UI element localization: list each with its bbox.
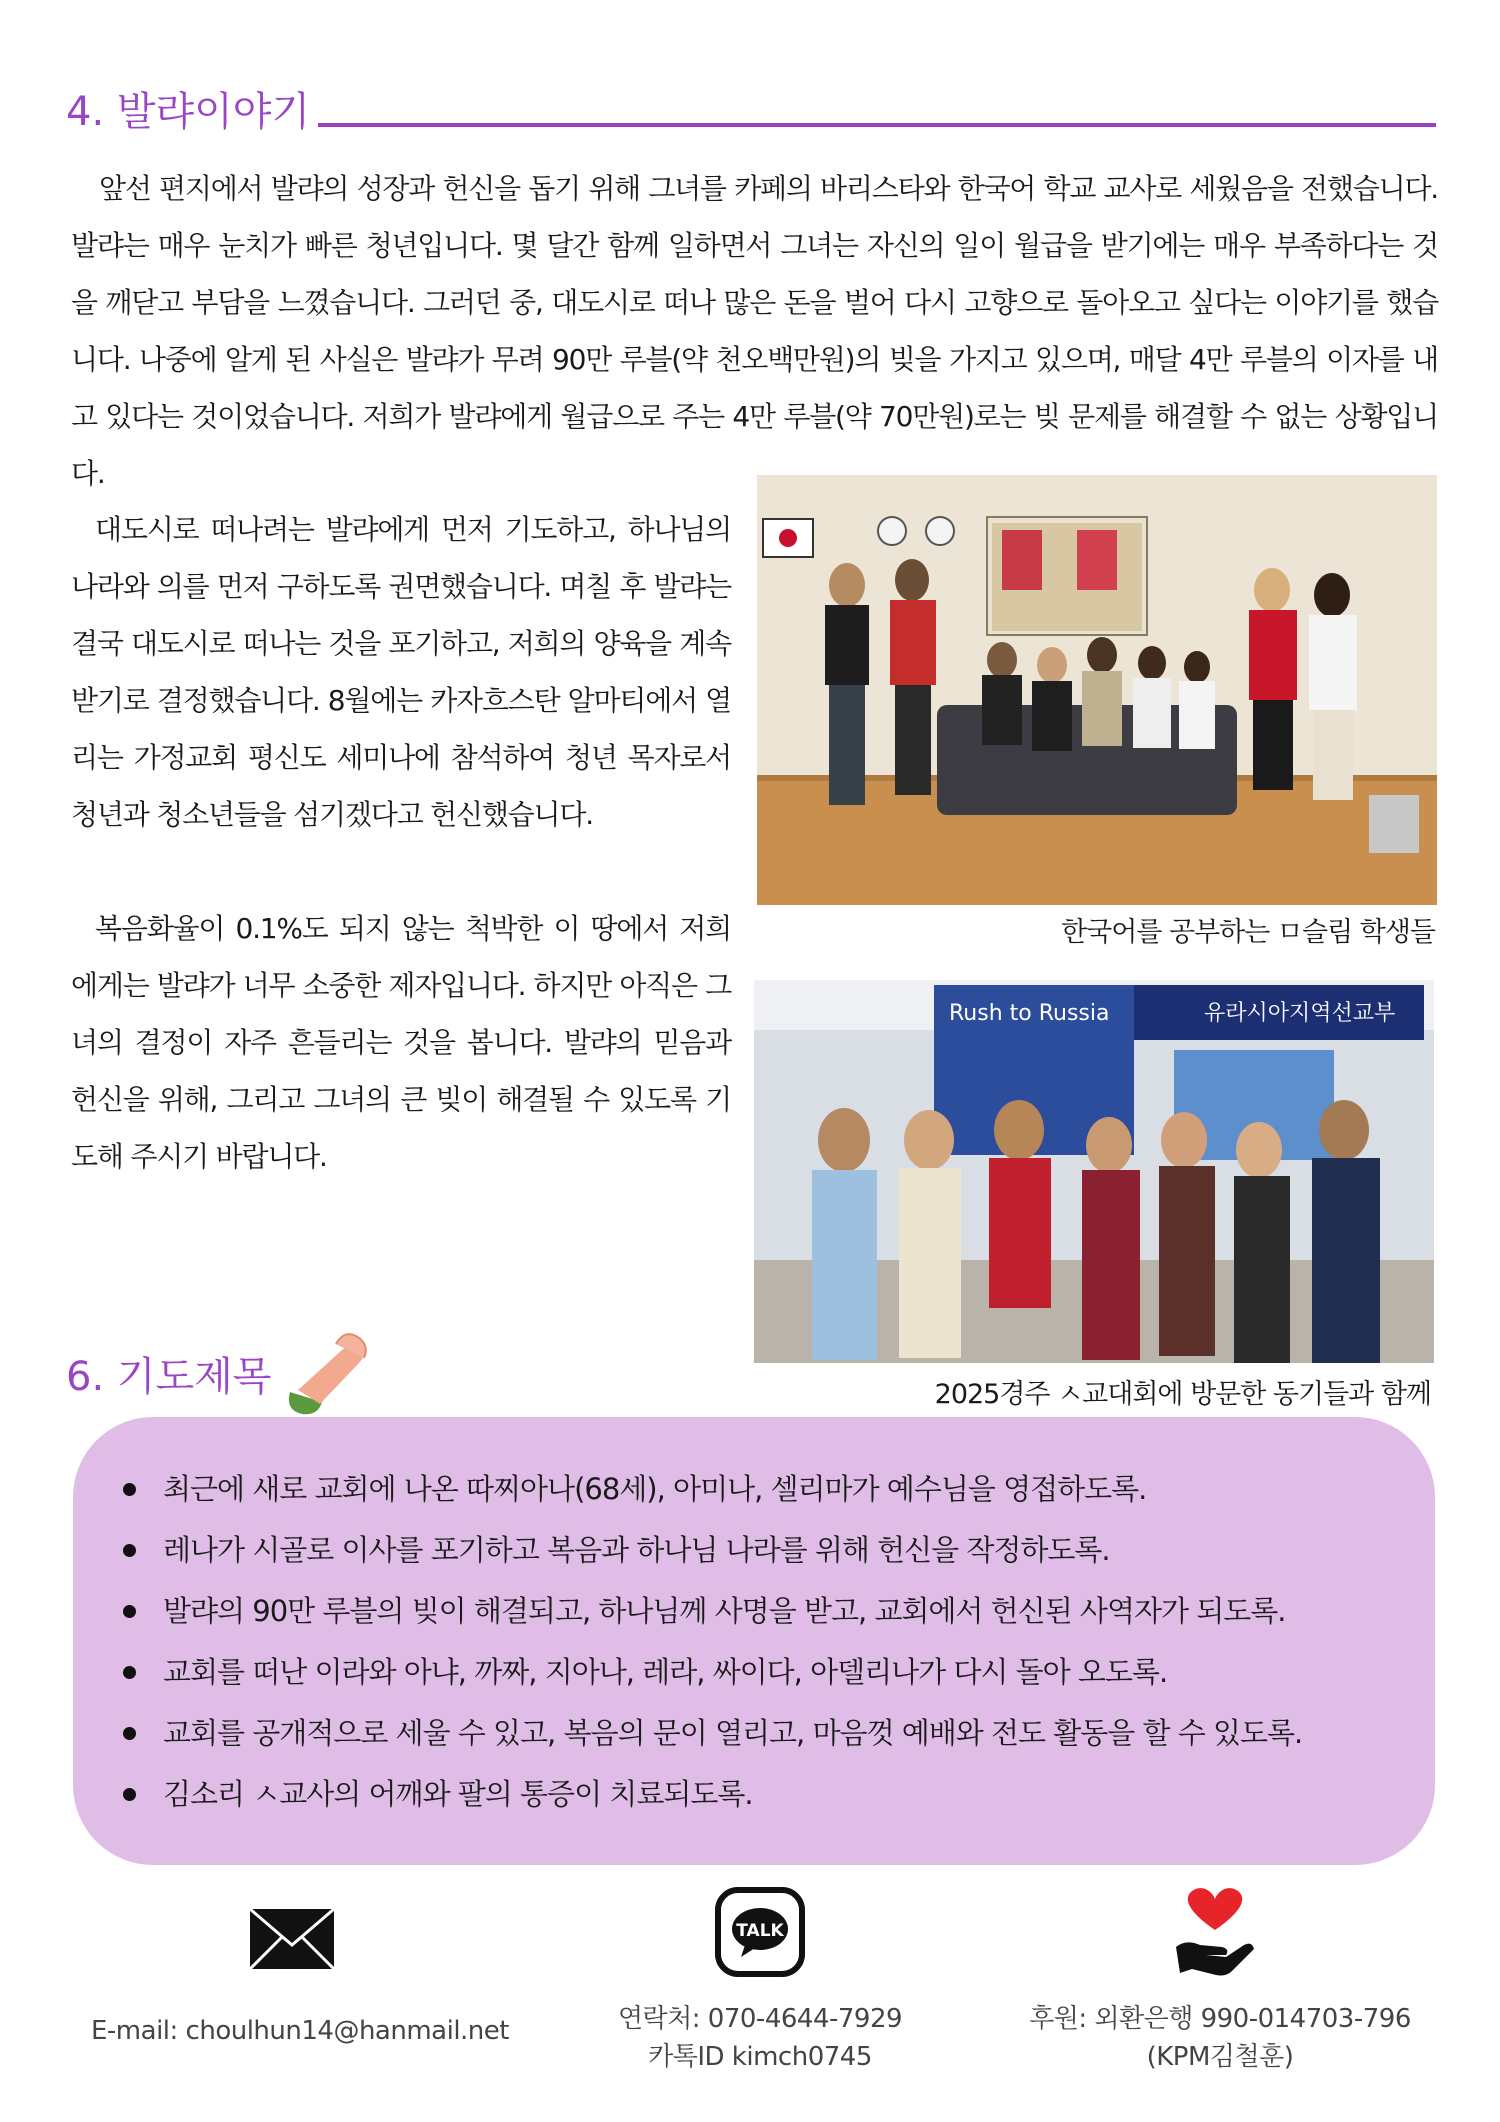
prayer-item-text: 김소리 ㅅ교사의 어깨와 팔의 통증이 치료되도록. <box>163 1777 753 1811</box>
prayer-box <box>73 1417 1435 1865</box>
contact-phone: 연락처: 070-4644-7929 <box>617 2004 903 2034</box>
story-paragraph-3: 복음화율이 0.1%도 되지 않는 척박한 이 땅에서 저희에게는 발랴가 너무 소중한 제자입니다. 하지만 아직은 그녀의 결정이 자주 흔들리는 것을 봅니다. 발랴의 믿음과 헌신을 위해, 그리고 그녀의 큰 빚이 해결될 수 있도록 기도해 주시기 바랍니다. <box>71 912 731 1173</box>
heading-rule <box>318 123 1436 127</box>
story-paragraph-2: 대도시로 떠나려는 발랴에게 먼저 기도하고, 하나님의 나라와 의를 먼저 구하도록 권면했습니다. 며칠 후 발랴는 결국 대도시로 떠나는 것을 포기하고, 저희의 양육을 계속 받기로 결정했습니다. 8월에는 카자흐스탄 알마티에서 열리는 가정교회 평신도 세미나에 참석하여 청년 목자로서 청년과 청소년들을 섬기겠다고 헌신했습니다. <box>71 513 731 831</box>
photo-students-caption: 한국어를 공부하는 ㅁ슬림 학생들 <box>1061 917 1435 948</box>
banner-rush-to-russia: Rush to Russia <box>949 1001 1110 1026</box>
prayer-item <box>123 1764 1302 1825</box>
prayer-item <box>123 1703 1302 1764</box>
contact-email[interactable]: E-mail: choulhun14@hanmail.net <box>91 2016 509 2046</box>
photo-students <box>757 475 1437 905</box>
envelope-icon <box>248 1907 336 1971</box>
photo-conference-image <box>754 980 1434 1363</box>
bullet <box>123 1483 136 1496</box>
prayer-item-text: 교회를 공개적으로 세울 수 있고, 복음의 문이 열리고, 마음껏 예배와 전도 활동을 할 수 있도록. <box>163 1716 1303 1750</box>
bullet <box>123 1788 136 1801</box>
bullet <box>123 1727 136 1740</box>
heart-hand-icon <box>1170 1885 1260 1980</box>
prayer-list <box>123 1459 1302 1825</box>
bullet <box>123 1605 136 1618</box>
kakao-talk-icon[interactable] <box>715 1887 805 1977</box>
prayer-item-text: 최근에 새로 교회에 나온 따찌아나(68세), 아미나, 셀리마가 예수님을 영접하도록. <box>163 1472 1147 1506</box>
photo-conference <box>754 980 1434 1363</box>
prayer-item-text: 레나가 시골로 이사를 포기하고 복음과 하나님 나라를 위해 헌신을 작정하도록. <box>163 1533 1110 1567</box>
contact-kakao-id: 카톡ID kimch0745 <box>648 2042 872 2072</box>
prayer-item-text: 교회를 떠난 이라와 아냐, 까짜, 지아나, 레라, 싸이다, 아델리나가 다시 돌아 오도록. <box>163 1655 1168 1689</box>
banner-eurasia: 유라시아지역선교부 <box>1204 1001 1396 1026</box>
story-paragraph-1: 앞선 편지에서 발랴의 성장과 헌신을 돕기 위해 그녀를 카페의 바리스타와 한국어 학교 교사로 세웠음을 전했습니다. 발랴는 매우 눈치가 빠른 청년입니다. 몇 달간 함께 일하면서 그녀는 자신의 일이 월급을 받기에는 매우 부족하다는 것을 깨닫고 부담을 느꼈습니다. 그러던 중, 대도시로 떠나 많은 돈을 벌어 다시 고향으로 돌아오고 싶다는 이야기를 했습니다. 나중에 알게 된 사실은 발랴가 무려 90만 루블(약 천오백만원)의 빚을 가지고 있으며, 매달 4만 루블의 이자를 내고 있다는 것이었습니다. 저희가 발랴에게 월급으로 주는 4만 루블(약 70만원)로는 빚 문제를 해결할 수 없는 상황입니다. <box>71 172 1438 490</box>
praying-hands-icon <box>280 1322 375 1417</box>
prayer-item-text: 발랴의 90만 루블의 빚이 해결되고, 하나님께 사명을 받고, 교회에서 헌신된 사역자가 되도록. <box>163 1594 1286 1628</box>
photo-students-image <box>757 475 1437 905</box>
bullet <box>123 1666 136 1679</box>
prayer-item <box>123 1642 1302 1703</box>
photo-conference-caption: 2025경주 ㅅ교대회에 방문한 동기들과 함께 <box>934 1379 1431 1410</box>
story-heading: 4. 발랴이야기 <box>66 89 311 135</box>
prayer-item <box>123 1581 1302 1642</box>
bullet <box>123 1544 136 1557</box>
prayer-heading: 6. 기도제목 <box>66 1354 272 1400</box>
support-name: (KPM김철훈) <box>1146 2042 1294 2072</box>
prayer-item <box>123 1520 1302 1581</box>
prayer-item <box>123 1459 1302 1520</box>
support-account: 후원: 외환은행 990-014703-796 <box>1029 2004 1411 2034</box>
kakao-talk-label: TALK <box>736 1921 784 1941</box>
